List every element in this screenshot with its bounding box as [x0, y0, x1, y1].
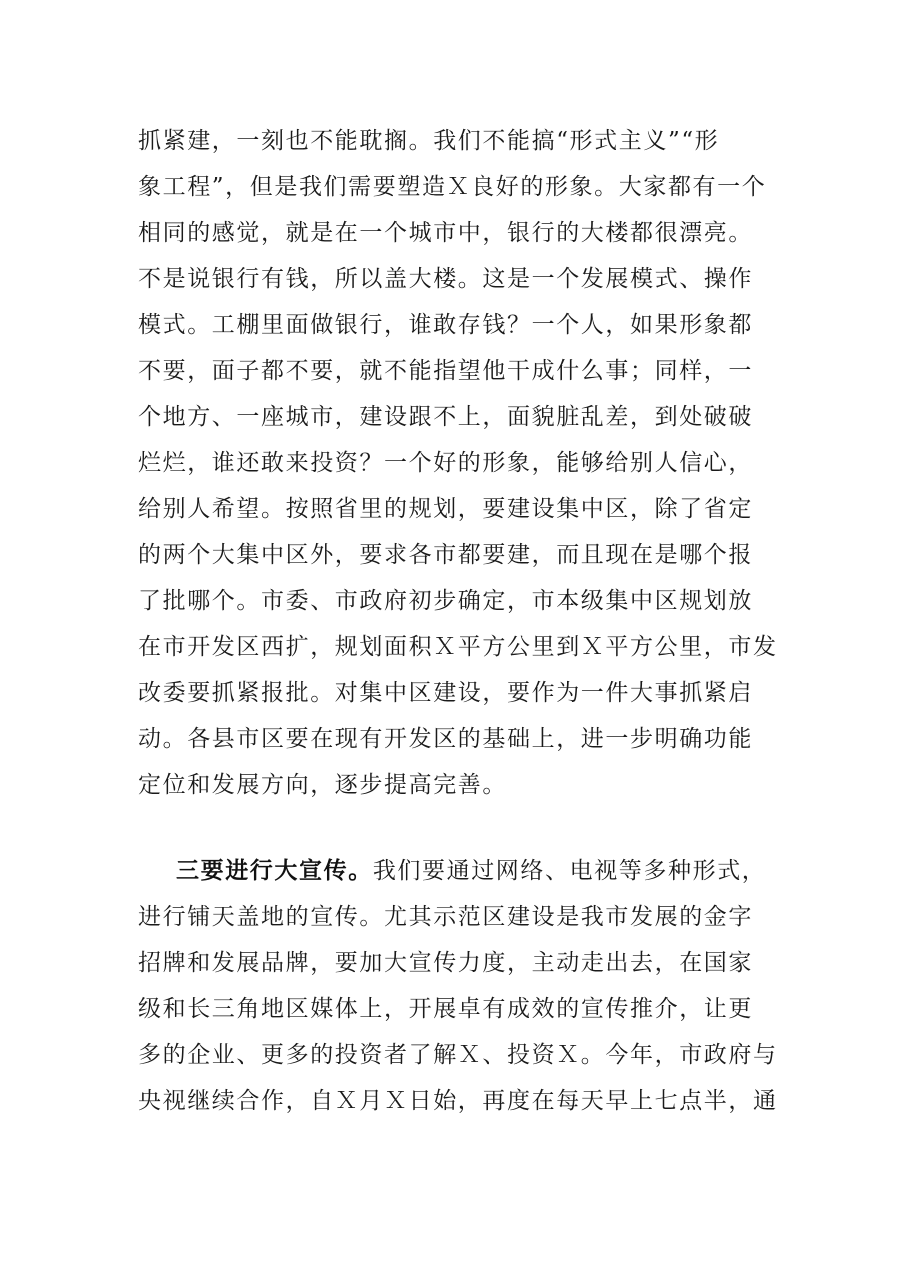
paragraph-2	[138, 848, 778, 1124]
text-line: 改委要抓紧报批。对集中区建设，要作为一件大事抓紧启	[138, 680, 753, 706]
text-line: 招牌和发展品牌，要加大宣传力度，主动走出去，在国家	[138, 950, 753, 976]
text-line: 的两个大集中区外，要求各市都要建，而且现在是哪个报	[138, 542, 753, 568]
text-line: 给别人希望。按照省里的规划，要建设集中区，除了省定	[138, 496, 753, 522]
text-line: 多的企业、更多的投资者了解Ｘ、投资Ｘ。今年，市政府与	[138, 1042, 778, 1068]
text-line: 抓紧建，一刻也不能耽搁。我们不能搞“形式主义”“形	[138, 128, 720, 154]
first-line-text: 我们要通过网络、电视等多种形式，	[372, 858, 767, 884]
section-heading: 三要进行大宣传。	[176, 858, 373, 884]
paragraph-1	[138, 118, 778, 808]
text-line: 定位和发展方向，逐步提高完善。	[138, 772, 507, 798]
text-line: 象工程”，但是我们需要塑造Ｘ良好的形象。大家都有一个	[138, 174, 767, 200]
text-line: 在市开发区西扩，规划面积Ｘ平方公里到Ｘ平方公里，市发	[138, 634, 778, 660]
text-line: 了批哪个。市委、市政府初步确定，市本级集中区规划放	[138, 588, 753, 614]
text-line: 进行铺天盖地的宣传。尤其示范区建设是我市发展的金字	[138, 904, 753, 930]
text-line: 相同的感觉，就是在一个城市中，银行的大楼都很漂亮。	[138, 220, 753, 246]
text-line: 烂烂，谁还敢来投资？一个好的形象，能够给别人信心，	[138, 450, 753, 476]
text-line: 模式。工棚里面做银行，谁敢存钱？一个人，如果形象都	[138, 312, 753, 338]
text-line: 级和长三角地区媒体上，开展卓有成效的宣传推介，让更	[138, 996, 753, 1022]
paragraph-first-line	[138, 848, 778, 894]
text-line: 动。各县市区要在现有开发区的基础上，进一步明确功能	[138, 726, 753, 752]
text-line: 不要，面子都不要，就不能指望他干成什么事；同样，一	[138, 358, 753, 384]
text-line: 个地方、一座城市，建设跟不上，面貌脏乱差，到处破破	[138, 404, 753, 430]
text-line: 央视继续合作，自Ｘ月Ｘ日始，再度在每天早上七点半，通	[138, 1088, 778, 1114]
text-line: 不是说银行有钱，所以盖大楼。这是一个发展模式、操作	[138, 266, 753, 292]
